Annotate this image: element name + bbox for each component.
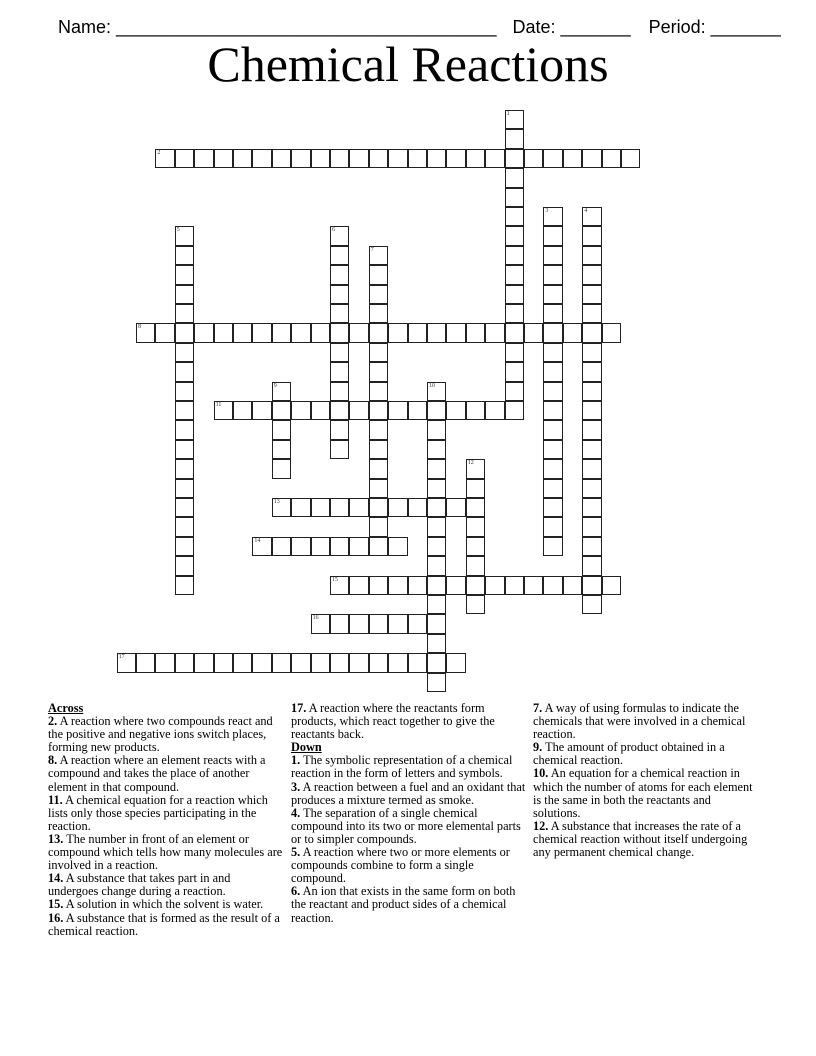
crossword-cell[interactable] xyxy=(485,323,504,342)
crossword-cell[interactable] xyxy=(272,440,291,459)
crossword-cell[interactable] xyxy=(369,401,388,420)
crossword-cell[interactable] xyxy=(291,323,310,342)
crossword-cell[interactable] xyxy=(524,576,543,595)
crossword-cell[interactable] xyxy=(233,323,252,342)
crossword-cell[interactable] xyxy=(349,537,368,556)
clue-across-13: 13. The number in front of an element or compound which tells how many molecules are involved in a reaction. xyxy=(48,831,283,873)
crossword-cell[interactable] xyxy=(582,537,601,556)
crossword-cell[interactable] xyxy=(466,595,485,614)
crossword-cell[interactable] xyxy=(446,498,465,517)
crossword-cell[interactable] xyxy=(311,149,330,168)
crossword-cell[interactable] xyxy=(272,537,291,556)
crossword-cell[interactable] xyxy=(582,149,601,168)
crossword-cell[interactable] xyxy=(408,653,427,672)
crossword-cell[interactable] xyxy=(233,149,252,168)
clue-number-label: 5 xyxy=(176,227,180,234)
crossword-cell[interactable] xyxy=(505,226,524,245)
crossword-cell[interactable] xyxy=(427,537,446,556)
crossword-cell[interactable] xyxy=(175,420,194,439)
crossword-cell[interactable] xyxy=(466,479,485,498)
crossword-cell[interactable] xyxy=(388,149,407,168)
date-field[interactable]: _______ xyxy=(560,17,631,37)
crossword-cell[interactable] xyxy=(369,614,388,633)
crossword-cell[interactable] xyxy=(175,556,194,575)
clue-number-label: 16 xyxy=(312,615,319,622)
crossword-cell[interactable] xyxy=(388,576,407,595)
crossword-cell[interactable] xyxy=(291,653,310,672)
clue-number-label: 3 xyxy=(545,208,549,214)
crossword-cell[interactable] xyxy=(582,420,601,439)
clue-number-label: 17 xyxy=(118,654,125,661)
crossword-cell[interactable] xyxy=(311,653,330,672)
crossword-cell[interactable] xyxy=(543,479,562,498)
crossword-cell[interactable] xyxy=(427,595,446,614)
crossword-cell[interactable] xyxy=(543,323,562,342)
name-field[interactable]: ______________________________________ xyxy=(116,17,497,37)
crossword-cell[interactable] xyxy=(427,653,446,672)
crossword-cell[interactable] xyxy=(543,420,562,439)
clue-number-label: 12 xyxy=(467,460,474,467)
crossword-cell[interactable] xyxy=(330,401,349,420)
crossword-cell[interactable] xyxy=(543,285,562,304)
crossword-cell[interactable] xyxy=(175,362,194,381)
clue-across-8: 8. A reaction where an element reacts with a compound and takes the place of another element in that compound. xyxy=(48,753,266,794)
crossword-cell[interactable] xyxy=(175,517,194,536)
crossword-cell[interactable] xyxy=(330,576,349,595)
crossword-cell[interactable] xyxy=(505,401,524,420)
crossword-cell[interactable] xyxy=(543,207,562,226)
crossword-cell[interactable] xyxy=(466,401,485,420)
name-label: Name: xyxy=(58,17,117,37)
crossword-cell[interactable] xyxy=(485,149,504,168)
crossword-cell[interactable] xyxy=(330,246,349,265)
crossword-cell[interactable] xyxy=(349,498,368,517)
crossword-cell[interactable] xyxy=(214,323,233,342)
crossword-cell[interactable] xyxy=(408,498,427,517)
crossword-cell[interactable] xyxy=(388,498,407,517)
crossword-cell[interactable] xyxy=(427,420,446,439)
crossword-cell[interactable] xyxy=(427,401,446,420)
crossword-cell[interactable] xyxy=(582,285,601,304)
crossword-cell[interactable] xyxy=(330,614,349,633)
crossword-cell[interactable] xyxy=(602,149,621,168)
crossword-cell[interactable] xyxy=(175,226,194,245)
crossword-cell[interactable] xyxy=(446,149,465,168)
crossword-cell[interactable] xyxy=(330,323,349,342)
crossword-cell[interactable] xyxy=(349,149,368,168)
crossword-cell[interactable] xyxy=(349,576,368,595)
crossword-cell[interactable] xyxy=(543,498,562,517)
crossword-cell[interactable] xyxy=(175,653,194,672)
crossword-cell[interactable] xyxy=(291,401,310,420)
crossword-cell[interactable] xyxy=(563,323,582,342)
crossword-cell[interactable] xyxy=(388,401,407,420)
crossword-cell[interactable] xyxy=(582,517,601,536)
crossword-cell[interactable] xyxy=(543,576,562,595)
crossword-cell[interactable] xyxy=(427,673,446,692)
crossword-cell[interactable] xyxy=(427,556,446,575)
crossword-cell[interactable] xyxy=(311,323,330,342)
clue-down-6: 6. An ion that exists in the same form on both the reactant and product sides of a chemical reaction. xyxy=(291,884,516,925)
crossword-cell[interactable] xyxy=(272,382,291,401)
crossword-cell[interactable] xyxy=(505,168,524,187)
crossword-cell[interactable] xyxy=(272,323,291,342)
crossword-cell[interactable] xyxy=(582,382,601,401)
crossword-cell[interactable] xyxy=(369,440,388,459)
crossword-cell[interactable] xyxy=(388,537,407,556)
crossword-cell[interactable] xyxy=(175,343,194,362)
crossword-cell[interactable] xyxy=(330,226,349,245)
crossword-cell[interactable] xyxy=(543,459,562,478)
crossword-cell[interactable] xyxy=(369,285,388,304)
crossword-cell[interactable] xyxy=(369,265,388,284)
crossword-cell[interactable] xyxy=(543,304,562,323)
crossword-cell[interactable] xyxy=(505,207,524,226)
crossword-cell[interactable] xyxy=(408,401,427,420)
crossword-cell[interactable] xyxy=(466,576,485,595)
clues-column-1 xyxy=(48,702,283,938)
crossword-cell[interactable] xyxy=(330,420,349,439)
crossword-cell[interactable] xyxy=(543,343,562,362)
crossword-cell[interactable] xyxy=(621,149,640,168)
crossword-cell[interactable] xyxy=(408,576,427,595)
crossword-cell[interactable] xyxy=(369,420,388,439)
crossword-cell[interactable] xyxy=(582,265,601,284)
crossword-cell[interactable] xyxy=(582,304,601,323)
crossword-cell[interactable] xyxy=(175,440,194,459)
crossword-cell[interactable] xyxy=(543,401,562,420)
crossword-cell[interactable] xyxy=(466,459,485,478)
crossword-cell[interactable] xyxy=(485,576,504,595)
clue-down-3: 3. A reaction between a fuel and an oxidant that produces a mixture termed as smoke. xyxy=(291,779,526,807)
crossword-cell[interactable] xyxy=(582,595,601,614)
crossword-cell[interactable] xyxy=(582,401,601,420)
crossword-cell[interactable] xyxy=(427,440,446,459)
crossword-cell[interactable] xyxy=(505,265,524,284)
crossword-cell[interactable] xyxy=(214,149,233,168)
clue-number-label: 1 xyxy=(506,111,510,117)
crossword-cell[interactable] xyxy=(272,149,291,168)
crossword-cell[interactable] xyxy=(252,537,271,556)
crossword-cell[interactable] xyxy=(446,323,465,342)
crossword-cell[interactable] xyxy=(427,517,446,536)
crossword-cell[interactable] xyxy=(330,285,349,304)
crossword-cell[interactable] xyxy=(311,614,330,633)
crossword-cell[interactable] xyxy=(466,498,485,517)
crossword-cell[interactable] xyxy=(505,362,524,381)
crossword-cell[interactable] xyxy=(369,653,388,672)
crossword-cell[interactable] xyxy=(369,479,388,498)
crossword-cell[interactable] xyxy=(175,498,194,517)
crossword-cell[interactable] xyxy=(466,556,485,575)
crossword-cell[interactable] xyxy=(369,537,388,556)
clue-number-label: 8 xyxy=(138,324,141,331)
crossword-cell[interactable] xyxy=(427,459,446,478)
crossword-cell[interactable] xyxy=(369,498,388,517)
crossword-cell[interactable] xyxy=(311,401,330,420)
crossword-cell[interactable] xyxy=(272,459,291,478)
crossword-cell[interactable] xyxy=(214,653,233,672)
crossword-cell[interactable] xyxy=(388,653,407,672)
clue-down-1: 1. The symbolic representation of a chemical reaction in the form of letters and symbols. xyxy=(291,753,513,781)
crossword-cell[interactable] xyxy=(369,246,388,265)
crossword-cell[interactable] xyxy=(175,304,194,323)
crossword-cell[interactable] xyxy=(330,362,349,381)
clue-down-5: 5. A reaction where two or more elements or compounds combine to form a single compound. xyxy=(291,845,510,886)
crossword-cell[interactable] xyxy=(446,653,465,672)
crossword-cell[interactable] xyxy=(175,576,194,595)
clue-across-17: 17. A reaction where the reactants form products, which react together to give the reactants back. xyxy=(291,701,495,742)
crossword-cell[interactable] xyxy=(563,576,582,595)
down-heading: Down xyxy=(291,740,322,755)
crossword-cell[interactable] xyxy=(252,401,271,420)
crossword-cell[interactable] xyxy=(349,614,368,633)
crossword-cell[interactable] xyxy=(543,440,562,459)
crossword-cell[interactable] xyxy=(175,459,194,478)
crossword-cell[interactable] xyxy=(485,401,504,420)
crossword-cell[interactable] xyxy=(446,401,465,420)
crossword-cell[interactable] xyxy=(369,576,388,595)
crossword-cell[interactable] xyxy=(543,517,562,536)
crossword-cell[interactable] xyxy=(349,401,368,420)
crossword-cell[interactable] xyxy=(272,498,291,517)
clue-down-4: 4. The separation of a single chemical compound into its two or more elemental parts or to simpler compounds. xyxy=(291,805,521,846)
crossword-cell[interactable] xyxy=(252,323,271,342)
crossword-cell[interactable] xyxy=(582,459,601,478)
crossword-cell[interactable] xyxy=(330,265,349,284)
crossword-cell[interactable] xyxy=(466,149,485,168)
crossword-cell[interactable] xyxy=(369,304,388,323)
crossword-cell[interactable] xyxy=(136,653,155,672)
crossword-cell[interactable] xyxy=(155,653,174,672)
crossword-cell[interactable] xyxy=(330,149,349,168)
crossword-cell[interactable] xyxy=(369,517,388,536)
crossword-cell[interactable] xyxy=(272,401,291,420)
crossword-cell[interactable] xyxy=(505,576,524,595)
crossword-cell[interactable] xyxy=(466,517,485,536)
crossword-cell[interactable] xyxy=(427,323,446,342)
crossword-cell[interactable] xyxy=(582,246,601,265)
crossword-cell[interactable] xyxy=(582,440,601,459)
crossword-cell[interactable] xyxy=(505,188,524,207)
clue-down-12: 12. A substance that increases the rate of a chemical reaction without itself undergoing any permanent chemical change. xyxy=(533,818,748,860)
crossword-cell[interactable] xyxy=(427,382,446,401)
crossword-cell[interactable] xyxy=(543,537,562,556)
crossword-cell[interactable] xyxy=(505,323,524,342)
crossword-cell[interactable] xyxy=(272,653,291,672)
clue-number-label: 11 xyxy=(215,402,222,408)
crossword-cell[interactable] xyxy=(427,149,446,168)
crossword-cell[interactable] xyxy=(349,653,368,672)
crossword-cell[interactable] xyxy=(563,149,582,168)
crossword-cell[interactable] xyxy=(311,537,330,556)
crossword-cell[interactable] xyxy=(408,323,427,342)
crossword-cell[interactable] xyxy=(175,479,194,498)
crossword-cell[interactable] xyxy=(311,498,330,517)
clue-across-15: 15. A solution in which the solvent is water. xyxy=(48,897,264,912)
crossword-cell[interactable] xyxy=(175,323,194,342)
crossword-cell[interactable] xyxy=(175,382,194,401)
crossword-cell[interactable] xyxy=(369,459,388,478)
crossword-cell[interactable] xyxy=(272,420,291,439)
crossword-cell[interactable] xyxy=(349,323,368,342)
crossword-cell[interactable] xyxy=(505,246,524,265)
crossword-cell[interactable] xyxy=(505,304,524,323)
clue-across-2: 2. A reaction where two compounds react and the positive and negative ions switch places, forming new products. xyxy=(48,714,273,755)
crossword-cell[interactable] xyxy=(582,207,601,226)
crossword-cell[interactable] xyxy=(252,653,271,672)
clue-across-11: 11. A chemical equation for a reaction which lists only those species participating in the reaction. xyxy=(48,792,268,833)
crossword-cell[interactable] xyxy=(330,498,349,517)
clue-number-label: 13 xyxy=(273,499,280,505)
across-heading: Across xyxy=(48,701,84,715)
clue-number-label: 14 xyxy=(254,537,261,544)
crossword-cell[interactable] xyxy=(582,498,601,517)
crossword-cell[interactable] xyxy=(330,382,349,401)
crossword-cell[interactable] xyxy=(194,149,213,168)
crossword-cell[interactable] xyxy=(369,323,388,342)
crossword-cell[interactable] xyxy=(291,537,310,556)
crossword-cell[interactable] xyxy=(505,149,524,168)
crossword-cell[interactable] xyxy=(175,537,194,556)
page-title: Chemical Reactions xyxy=(207,36,609,92)
crossword-cell[interactable] xyxy=(582,362,601,381)
crossword-cell[interactable] xyxy=(602,576,621,595)
crossword-cell[interactable] xyxy=(194,323,213,342)
crossword-cell[interactable] xyxy=(543,149,562,168)
crossword-cell[interactable] xyxy=(194,653,213,672)
crossword-cell[interactable] xyxy=(408,149,427,168)
crossword-cell[interactable] xyxy=(602,323,621,342)
crossword-cell[interactable] xyxy=(175,401,194,420)
crossword-cell[interactable] xyxy=(175,246,194,265)
crossword-cell[interactable] xyxy=(524,149,543,168)
crossword-cell[interactable] xyxy=(466,537,485,556)
clue-number-label: 6 xyxy=(332,227,335,234)
crossword-cell[interactable] xyxy=(330,304,349,323)
crossword-cell[interactable] xyxy=(427,614,446,633)
crossword-cell[interactable] xyxy=(427,634,446,653)
crossword-cell[interactable] xyxy=(291,498,310,517)
clue-down-7: 7. A way of using formulas to indicate the chemicals that were involved in a chemical reaction. xyxy=(533,701,746,742)
crossword-cell[interactable] xyxy=(330,537,349,556)
period-label: Period: xyxy=(648,17,711,37)
clue-number-label: 9 xyxy=(273,382,277,389)
crossword-cell[interactable] xyxy=(446,576,465,595)
clues-column-2 xyxy=(291,702,526,925)
crossword-cell[interactable] xyxy=(136,323,155,342)
crossword-cell[interactable] xyxy=(543,246,562,265)
clue-number-label: 2 xyxy=(157,149,161,156)
crossword-cell[interactable] xyxy=(175,149,194,168)
crossword-cell[interactable] xyxy=(408,614,427,633)
crossword-cell[interactable] xyxy=(388,323,407,342)
crossword-cell[interactable] xyxy=(582,323,601,342)
crossword-cell[interactable] xyxy=(505,285,524,304)
crossword-cell[interactable] xyxy=(175,285,194,304)
clue-down-10: 10. An equation for a chemical reaction in which the number of atoms for each element is the same in both the reactants and solutions. xyxy=(533,766,753,820)
crossword-cell[interactable] xyxy=(291,149,310,168)
crossword-cell[interactable] xyxy=(252,149,271,168)
crossword-cell[interactable] xyxy=(369,362,388,381)
date-label: Date: xyxy=(512,17,561,37)
crossword-cell[interactable] xyxy=(233,401,252,420)
crossword-cell[interactable] xyxy=(155,149,174,168)
clue-number-label: 10 xyxy=(429,382,435,389)
crossword-cell[interactable] xyxy=(427,576,446,595)
crossword-cell[interactable] xyxy=(369,149,388,168)
crossword-cell[interactable] xyxy=(543,226,562,245)
crossword-cell[interactable] xyxy=(214,401,233,420)
crossword-cell[interactable] xyxy=(330,653,349,672)
crossword-cell[interactable] xyxy=(582,226,601,245)
crossword-cell[interactable] xyxy=(233,653,252,672)
crossword-cell[interactable] xyxy=(524,323,543,342)
clue-number-label: 4 xyxy=(584,208,588,214)
clue-number-label: 7 xyxy=(370,246,374,253)
crossword-cell[interactable] xyxy=(330,440,349,459)
crossword-cell[interactable] xyxy=(543,382,562,401)
clue-across-16: 16. A substance that is formed as the result of a chemical reaction. xyxy=(48,910,280,938)
crossword-cell[interactable] xyxy=(369,382,388,401)
crossword-cell[interactable] xyxy=(505,110,524,129)
crossword-cell[interactable] xyxy=(155,323,174,342)
crossword-cell[interactable] xyxy=(582,576,601,595)
clues-column-3 xyxy=(533,702,758,859)
crossword-cell[interactable] xyxy=(582,556,601,575)
clue-down-9: 9. The amount of product obtained in a chemical reaction. xyxy=(533,740,725,768)
crossword-cell[interactable] xyxy=(330,343,349,362)
crossword-cell[interactable] xyxy=(427,479,446,498)
crossword-cell[interactable] xyxy=(175,265,194,284)
crossword-cell[interactable] xyxy=(582,479,601,498)
crossword-cell[interactable] xyxy=(505,382,524,401)
crossword-cell[interactable] xyxy=(427,498,446,517)
crossword-cell[interactable] xyxy=(543,265,562,284)
crossword-cell[interactable] xyxy=(117,653,136,672)
clue-number-label: 15 xyxy=(332,576,338,583)
crossword-cell[interactable] xyxy=(466,323,485,342)
clue-across-14: 14. A substance that takes part in and undergoes change during a reaction. xyxy=(48,871,231,899)
crossword-cell[interactable] xyxy=(388,614,407,633)
crossword-cell[interactable] xyxy=(505,343,524,362)
crossword-cell[interactable] xyxy=(582,343,601,362)
crossword-cell[interactable] xyxy=(543,362,562,381)
period-field[interactable]: _______ xyxy=(710,17,781,37)
crossword-cell[interactable] xyxy=(505,129,524,148)
crossword-cell[interactable] xyxy=(369,343,388,362)
